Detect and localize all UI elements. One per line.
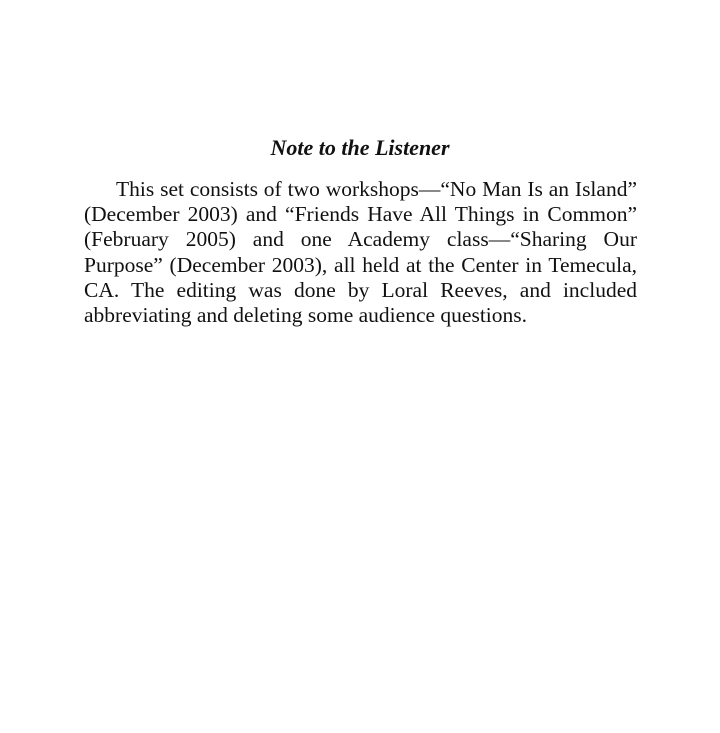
page-title: Note to the Listener [270,135,450,160]
body-paragraph: This set consists of two workshops—“No Man Is an Island” (December 2003) and “Friends Have All Things in Common” (February 2005) and one Academy class—“Sharing Our Purpose” (December 2003), all held at the Center in Temecula, CA. The editing was done by Loral Reeves, and included abbreviating and deleting some audience questions. [84,177,637,328]
